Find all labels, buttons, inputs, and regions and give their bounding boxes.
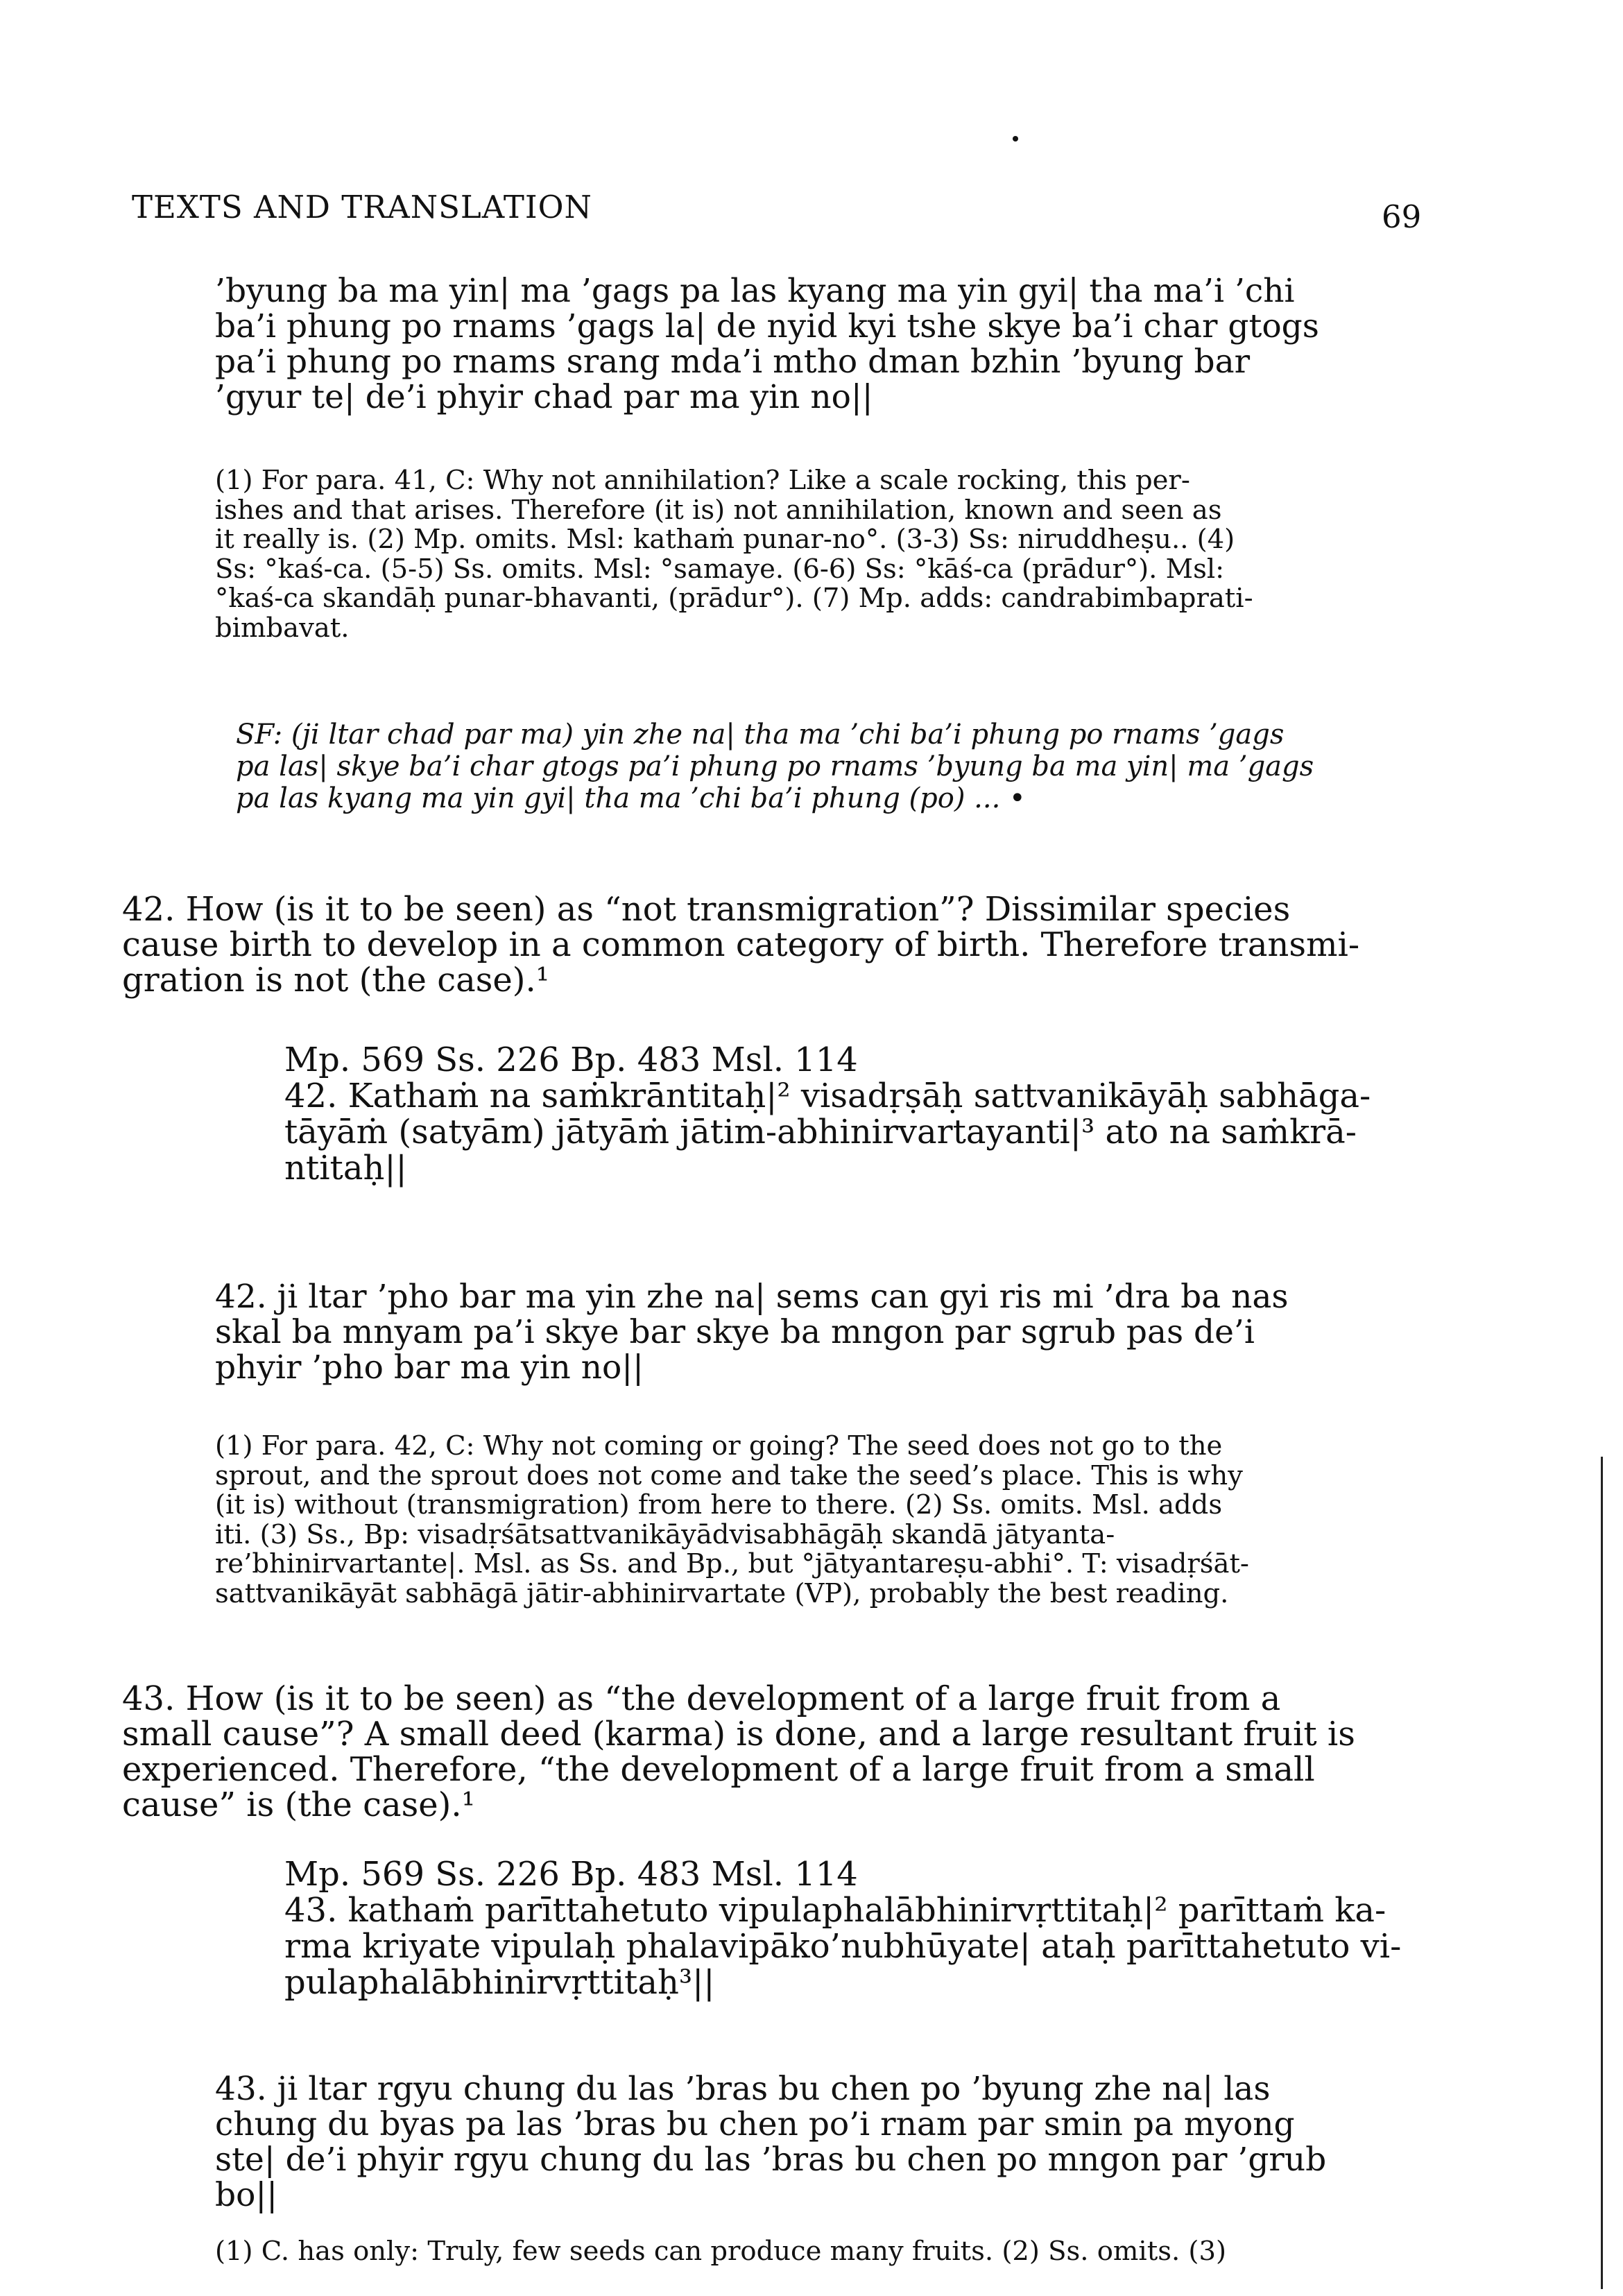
text-line: pa’i phung po rnams srang mda’i mtho dman bzhin ’byung bar	[215, 343, 1251, 381]
sanskrit-para-43	[284, 1856, 1401, 2001]
page-number: 69	[1382, 198, 1422, 235]
text-line: °kaś-ca skandāḥ punar-bhavanti, (prādur°). (7) Mp. adds: candrabimbaprati-	[215, 583, 1253, 614]
text-line: Ss: °kaś-ca. (5-5) Ss. omits. Msl: °samaye. (6-6) Ss: °kāś-ca (prādur°). Msl:	[215, 553, 1225, 585]
text-line: gration is not (the case).¹	[122, 961, 549, 1000]
tibetan-para-41-cont	[215, 273, 1319, 415]
text-line: it really is. (2) Mp. omits. Msl: kathaṁ punar-no°. (3-3) Ss: niruddheṣu.. (4)	[215, 524, 1235, 555]
text-line: (1) C. has only: Truly, few seeds can produce many fruits. (2) Ss. omits. (3)	[215, 2236, 1226, 2267]
text-line: ’gyur te| de’i phyir chad par ma yin no||	[215, 378, 873, 416]
text-line: pulaphalābhinirvṛttitaḥ³||	[284, 1963, 715, 2002]
text-line: 43. ji ltar rgyu chung du las ’bras bu chen po ’byung zhe na| las	[215, 2070, 1271, 2108]
tibetan-para-42	[215, 1279, 1289, 1385]
text-line: re’bhinirvartante|. Msl. as Ss. and Bp., but °jātyantareṣu-abhi°. T: visadṛśāt-	[215, 1548, 1249, 1579]
english-para-42	[122, 892, 1359, 998]
text-line: cause birth to develop in a common category of birth. Therefore transmi-	[122, 925, 1360, 964]
text-line: chung du byas pa las ’bras bu chen po’i rnam par smin pa myong	[215, 2105, 1295, 2143]
text-line: bo||	[215, 2176, 278, 2214]
text-line: small cause”? A small deed (karma) is done, and a large resultant fruit is	[122, 1715, 1355, 1754]
text-line: Mp. 569 Ss. 226 Bp. 483 Msl. 114	[284, 1040, 858, 1079]
scan-speck	[1013, 136, 1018, 142]
text-line: tāyāṁ (satyām) jātyāṁ jātim-abhinirvartayanti|³ ato na saṁkrā-	[284, 1113, 1357, 1151]
tibetan-para-43	[215, 2071, 1326, 2213]
text-line: ishes and that arises. Therefore (it is) not annihilation, known and seen as	[215, 494, 1222, 526]
sanskrit-para-42	[284, 1042, 1371, 1186]
text-line: 42. Kathaṁ na saṁkrāntitaḥ|² visadṛṣāḥ sattvanikāyāḥ sabhāga-	[284, 1077, 1371, 1115]
text-line: sattvanikāyāt sabhāgā jātir-abhinirvartate (VP), probably the best reading.	[215, 1577, 1229, 1609]
text-line: experienced. Therefore, “the development of a large fruit from a small	[122, 1750, 1315, 1789]
text-line: ste| de’i phyir rgyu chung du las ’bras bu chen po mngon par ’grub	[215, 2141, 1327, 2179]
text-line: 43. kathaṁ parīttahetuto vipulaphalābhinirvṛttitaḥ|² parīttaṁ ka-	[284, 1891, 1386, 1930]
text-line: 42. ji ltar ’pho bar ma yin zhe na| sems can gyi ris mi ’dra ba nas	[215, 1278, 1289, 1316]
sf-fragment-para-41	[236, 719, 1314, 814]
text-line: Mp. 569 Ss. 226 Bp. 483 Msl. 114	[284, 1855, 858, 1894]
english-para-43	[122, 1681, 1355, 1823]
running-header: TEXTS AND TRANSLATION	[132, 189, 592, 225]
text-line: SF: (ji ltar chad par ma) yin zhe na| tha ma ’chi ba’i phung po rnams ’gags	[236, 719, 1285, 751]
text-line: rma kriyate vipulaḥ phalavipāko’nubhūyate| ataḥ parīttahetuto vi-	[284, 1927, 1402, 1966]
text-line: iti. (3) Ss., Bp: visadṛśātsattvanikāyādvisabhāgāḥ skandā jātyanta-	[215, 1518, 1115, 1550]
footnotes-para-41	[215, 466, 1253, 643]
text-line: cause” is (the case).¹	[122, 1785, 475, 1824]
text-line: 43. How (is it to be seen) as “the development of a large fruit from a	[122, 1679, 1281, 1718]
text-line: pa las| skye ba’i char gtogs pa’i phung po rnams ’byung ba ma yin| ma ’gags	[236, 751, 1314, 782]
text-line: bimbavat.	[215, 612, 350, 644]
footnotes-para-42	[215, 1432, 1249, 1609]
text-line: skal ba mnyam pa’i skye bar skye ba mngon par sgrub pas de’i	[215, 1313, 1255, 1351]
footnotes-para-43	[215, 2237, 1226, 2267]
scan-margin-line	[1601, 1457, 1603, 2289]
text-line: pa las kyang ma yin gyi| tha ma ’chi ba’i phung (po) ... •	[236, 782, 1026, 814]
text-line: sprout, and the sprout does not come and take the seed’s place. This is why	[215, 1459, 1243, 1491]
text-line: phyir ’pho bar ma yin no||	[215, 1348, 644, 1387]
text-line: ba’i phung po rnams ’gags la| de nyid kyi tshe skye ba’i char gtogs	[215, 307, 1319, 345]
text-line: ntitaḥ||	[284, 1149, 407, 1188]
text-line: (1) For para. 42, C: Why not coming or going? The seed does not go to the	[215, 1430, 1223, 1462]
text-line: 42. How (is it to be seen) as “not transmigration”? Dissimilar species	[122, 890, 1291, 929]
text-line: (1) For para. 41, C: Why not annihilation? Like a scale rocking, this per-	[215, 465, 1190, 496]
text-line: ’byung ba ma yin| ma ’gags pa las kyang ma yin gyi| tha ma’i ’chi	[215, 272, 1295, 310]
text-line: (it is) without (transmigration) from here to there. (2) Ss. omits. Msl. adds	[215, 1489, 1223, 1520]
